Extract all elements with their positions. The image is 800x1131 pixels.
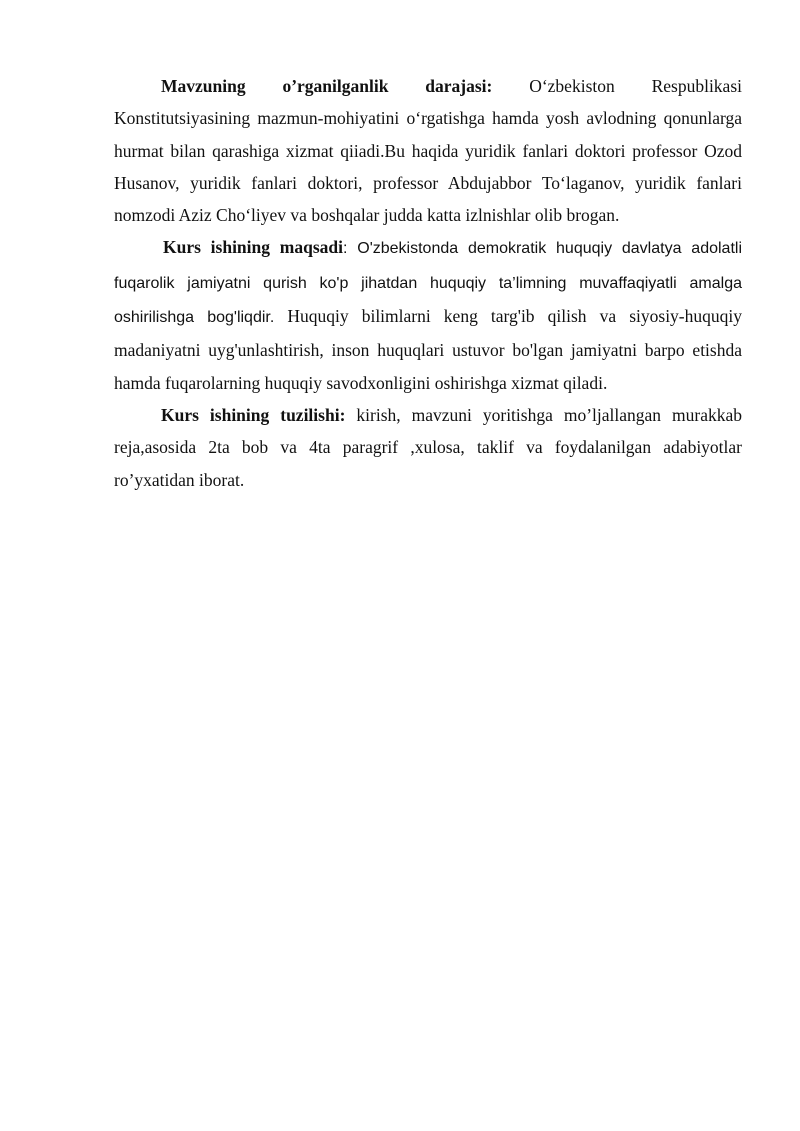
paragraph-text: Huquqiy bilimlarni keng targ'ib qilish va siyosiy-huquqiy madaniyatni uyg'unlashtirish, inson huquqlari ustuvor bo'lgan jamiyatni barpo etishda hamda fuqarolarning huquqiy savodxonligini oshirishga xizmat qiladi.: [114, 306, 742, 393]
paragraph-heading: Kurs ishining tuzilishi:: [161, 404, 346, 425]
paragraph-text: : O'zbekistonda demokratik huquqiy davlatya adolatli fuqarolik jamiyatni qurish ko'p jihatdan huquqiy ta’limning muvaffaqiyatli amalga oshirilishga bog'liqdir.: [114, 240, 743, 327]
paragraph-heading: Kurs ishining maqsadi: [163, 237, 343, 258]
paragraph-text: O‘zbekiston Respublikasi Konstitutsiyasining mazmun-mohiyatini o‘rgatishga hamda yosh avlodning qonunlarga hurmat bilan qarashiga xizmat qiiadi.Bu haqida yuridik fanlari doktori professor Ozod Husanov, yuridik fanlari doktori, professor Abdujabbor To‘laganov, yuridik fanlari nomzodi Aziz Cho‘liyev va boshqalar judda katta izlnishlar olib brogan.: [114, 76, 742, 226]
document-page: [114, 70, 742, 496]
paragraph-text: kirish, mavzuni yoritishga mo’ljallangan murakkab reja,asosida 2ta bob va 4ta paragrif ,xulosa, taklif va foydalanilgan adabiyotlar ro’yxatidan iborat.: [114, 404, 743, 490]
paragraph-research-level: [114, 70, 742, 231]
paragraph-heading: Mavzuning o’rganilganlik darajasi:: [161, 76, 493, 96]
paragraph-course-structure: [114, 399, 742, 496]
paragraph-course-goal: [114, 231, 742, 398]
